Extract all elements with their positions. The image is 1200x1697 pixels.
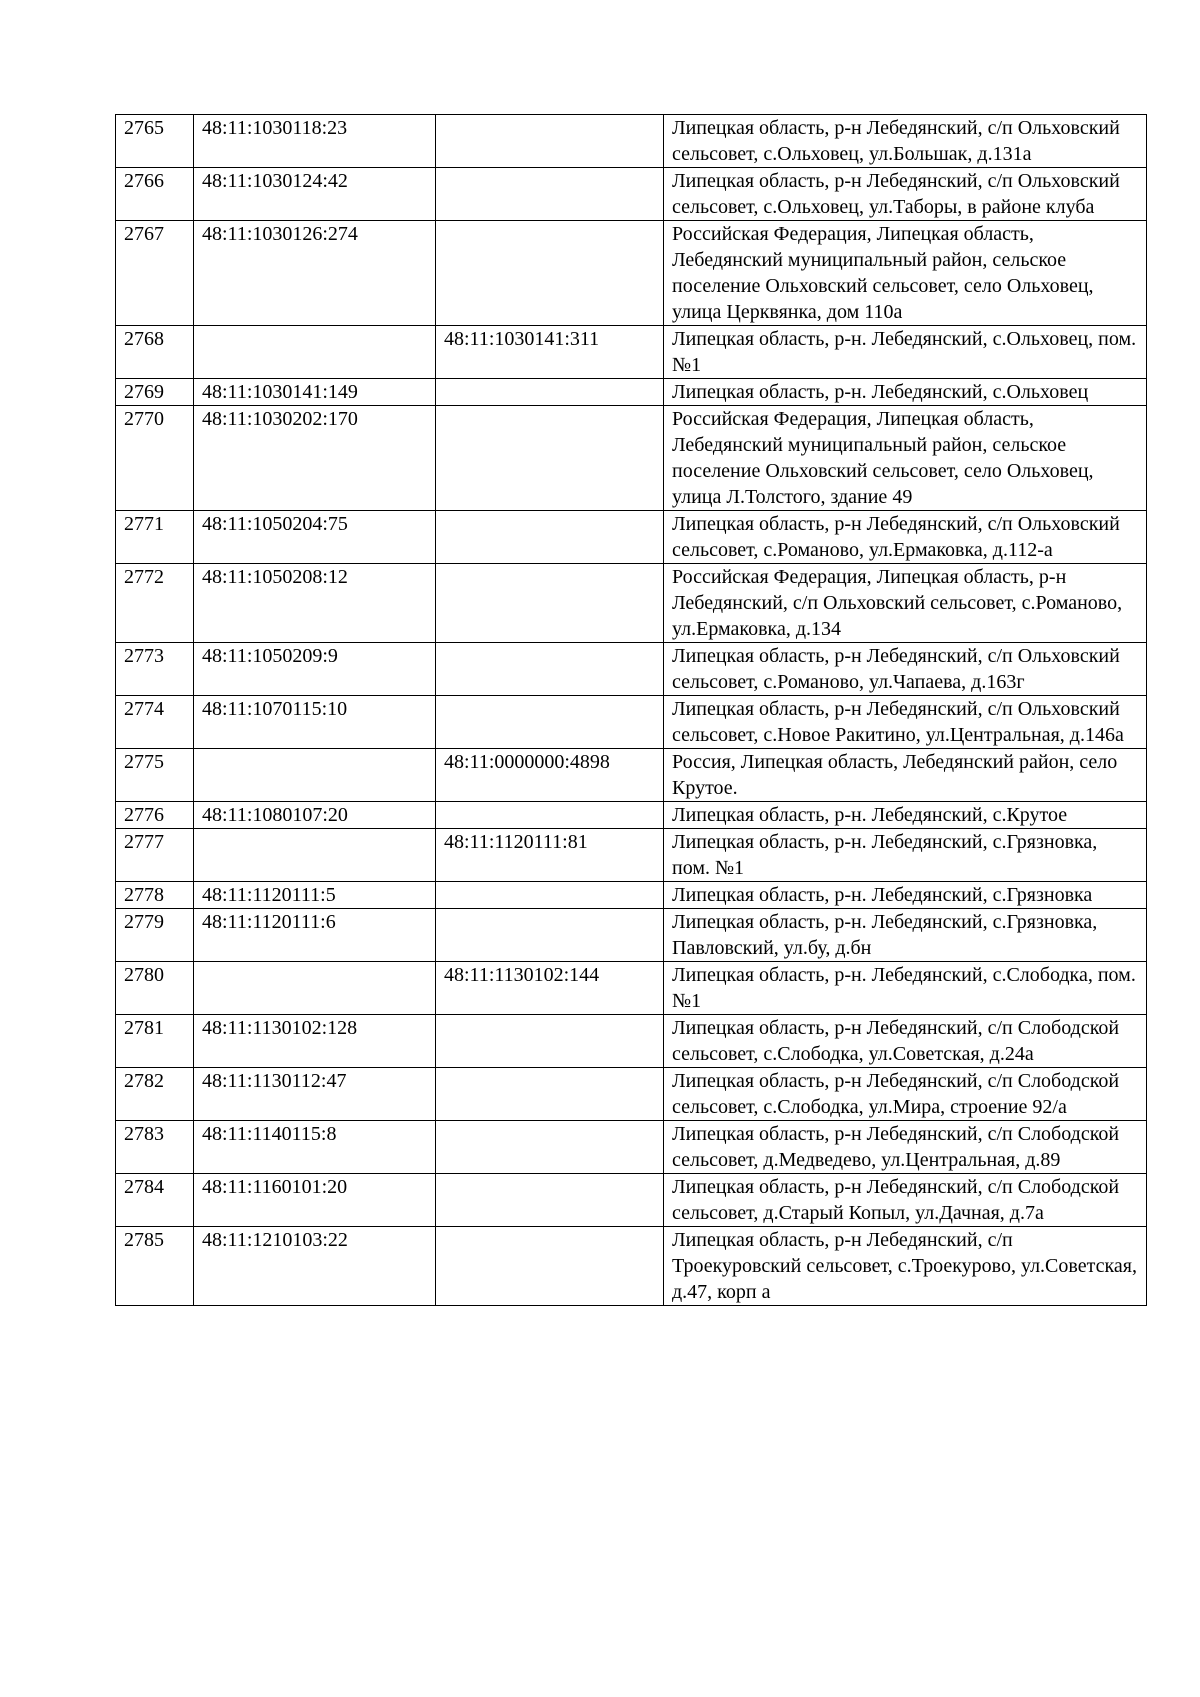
address-cell: Российская Федерация, Липецкая область, Лебедянский муниципальный район, сельское поселение Ольховский сельсовет, село Ольховец, улица Церквянка, дом 110а xyxy=(664,221,1147,326)
address-cell: Липецкая область, р-н. Лебедянский, с.Ольховец xyxy=(664,379,1147,406)
table-row xyxy=(116,1121,1147,1174)
row-number-cell: 2779 xyxy=(116,909,194,962)
premises-cadastral-number-cell xyxy=(436,406,664,511)
table-row xyxy=(116,1015,1147,1068)
row-number-cell: 2773 xyxy=(116,643,194,696)
table-row xyxy=(116,1068,1147,1121)
table-row xyxy=(116,802,1147,829)
cadastral-number-cell: 48:11:1160101:20 xyxy=(194,1174,436,1227)
address-cell: Липецкая область, р-н Лебедянский, с/п Ольховский сельсовет, с.Ольховец, ул.Таборы, в районе клуба xyxy=(664,168,1147,221)
address-cell: Липецкая область, р-н. Лебедянский, с.Грязновка xyxy=(664,882,1147,909)
row-number-cell: 2768 xyxy=(116,326,194,379)
cadastral-number-cell: 48:11:1140115:8 xyxy=(194,1121,436,1174)
row-number-cell: 2767 xyxy=(116,221,194,326)
row-number-cell: 2780 xyxy=(116,962,194,1015)
address-cell: Липецкая область, р-н Лебедянский, с/п Троекуровский сельсовет, с.Троекурово, ул.Советская, д.47, корп а xyxy=(664,1227,1147,1306)
premises-cadastral-number-cell xyxy=(436,643,664,696)
address-cell: Липецкая область, р-н Лебедянский, с/п Ольховский сельсовет, с.Новое Ракитино, ул.Центральная, д.146а xyxy=(664,696,1147,749)
cadastral-number-cell: 48:11:1120111:6 xyxy=(194,909,436,962)
address-cell: Липецкая область, р-н. Лебедянский, с.Ольховец, пом. №1 xyxy=(664,326,1147,379)
cadastral-number-cell: 48:11:1080107:20 xyxy=(194,802,436,829)
cadastral-number-cell xyxy=(194,962,436,1015)
table-row xyxy=(116,168,1147,221)
table-body xyxy=(116,115,1147,1306)
row-number-cell: 2775 xyxy=(116,749,194,802)
address-cell: Российская Федерация, Липецкая область, р-н Лебедянский, с/п Ольховский сельсовет, с.Романово, ул.Ермаковка, д.134 xyxy=(664,564,1147,643)
row-number-cell: 2783 xyxy=(116,1121,194,1174)
cadastral-number-cell: 48:11:1030126:274 xyxy=(194,221,436,326)
address-cell: Липецкая область, р-н Лебедянский, с/п Слободской сельсовет, д.Медведево, ул.Центральная, д.89 xyxy=(664,1121,1147,1174)
cadastral-number-cell: 48:11:1030118:23 xyxy=(194,115,436,168)
table-row xyxy=(116,115,1147,168)
premises-cadastral-number-cell xyxy=(436,564,664,643)
premises-cadastral-number-cell xyxy=(436,168,664,221)
table-row xyxy=(116,882,1147,909)
row-number-cell: 2765 xyxy=(116,115,194,168)
cadastral-number-cell xyxy=(194,749,436,802)
table-row xyxy=(116,909,1147,962)
premises-cadastral-number-cell xyxy=(436,221,664,326)
table-row xyxy=(116,379,1147,406)
cadastral-number-cell: 48:11:1030202:170 xyxy=(194,406,436,511)
premises-cadastral-number-cell xyxy=(436,802,664,829)
premises-cadastral-number-cell: 48:11:0000000:4898 xyxy=(436,749,664,802)
row-number-cell: 2777 xyxy=(116,829,194,882)
table-row xyxy=(116,511,1147,564)
table-row xyxy=(116,221,1147,326)
address-cell: Липецкая область, р-н Лебедянский, с/п Слободской сельсовет, д.Старый Копыл, ул.Дачная, д.7а xyxy=(664,1174,1147,1227)
premises-cadastral-number-cell xyxy=(436,1227,664,1306)
address-cell: Липецкая область, р-н. Лебедянский, с.Крутое xyxy=(664,802,1147,829)
row-number-cell: 2771 xyxy=(116,511,194,564)
cadastral-number-cell: 48:11:1070115:10 xyxy=(194,696,436,749)
premises-cadastral-number-cell xyxy=(436,1174,664,1227)
address-cell: Липецкая область, р-н. Лебедянский, с.Слободка, пом. №1 xyxy=(664,962,1147,1015)
cadastral-number-cell: 48:11:1030141:149 xyxy=(194,379,436,406)
address-cell: Липецкая область, р-н Лебедянский, с/п Ольховский сельсовет, с.Ольховец, ул.Большак, д.131а xyxy=(664,115,1147,168)
premises-cadastral-number-cell xyxy=(436,379,664,406)
table-row xyxy=(116,962,1147,1015)
cadastral-number-cell: 48:11:1130112:47 xyxy=(194,1068,436,1121)
address-cell: Липецкая область, р-н Лебедянский, с/п Ольховский сельсовет, с.Романово, ул.Чапаева, д.163г xyxy=(664,643,1147,696)
cadastral-number-cell: 48:11:1030124:42 xyxy=(194,168,436,221)
address-cell: Российская Федерация, Липецкая область, Лебедянский муниципальный район, сельское поселение Ольховский сельсовет, село Ольховец, улица Л.Толстого, здание 49 xyxy=(664,406,1147,511)
property-registry-table xyxy=(115,114,1147,1306)
cadastral-number-cell: 48:11:1050209:9 xyxy=(194,643,436,696)
row-number-cell: 2774 xyxy=(116,696,194,749)
table-row xyxy=(116,696,1147,749)
cadastral-number-cell xyxy=(194,829,436,882)
premises-cadastral-number-cell xyxy=(436,882,664,909)
address-cell: Липецкая область, р-н Лебедянский, с/п Слободской сельсовет, с.Слободка, ул.Мира, строение 92/а xyxy=(664,1068,1147,1121)
premises-cadastral-number-cell xyxy=(436,1015,664,1068)
table-row xyxy=(116,643,1147,696)
premises-cadastral-number-cell: 48:11:1130102:144 xyxy=(436,962,664,1015)
table-row xyxy=(116,326,1147,379)
premises-cadastral-number-cell: 48:11:1030141:311 xyxy=(436,326,664,379)
premises-cadastral-number-cell xyxy=(436,909,664,962)
row-number-cell: 2784 xyxy=(116,1174,194,1227)
cadastral-number-cell xyxy=(194,326,436,379)
row-number-cell: 2776 xyxy=(116,802,194,829)
cadastral-number-cell: 48:11:1120111:5 xyxy=(194,882,436,909)
table-row xyxy=(116,829,1147,882)
row-number-cell: 2766 xyxy=(116,168,194,221)
table-row xyxy=(116,406,1147,511)
row-number-cell: 2772 xyxy=(116,564,194,643)
row-number-cell: 2785 xyxy=(116,1227,194,1306)
address-cell: Россия, Липецкая область, Лебедянский район, село Крутое. xyxy=(664,749,1147,802)
table-row xyxy=(116,749,1147,802)
row-number-cell: 2781 xyxy=(116,1015,194,1068)
table-row xyxy=(116,1227,1147,1306)
row-number-cell: 2769 xyxy=(116,379,194,406)
cadastral-number-cell: 48:11:1130102:128 xyxy=(194,1015,436,1068)
address-cell: Липецкая область, р-н. Лебедянский, с.Грязновка, Павловский, ул.бу, д.бн xyxy=(664,909,1147,962)
row-number-cell: 2770 xyxy=(116,406,194,511)
row-number-cell: 2778 xyxy=(116,882,194,909)
premises-cadastral-number-cell: 48:11:1120111:81 xyxy=(436,829,664,882)
premises-cadastral-number-cell xyxy=(436,696,664,749)
premises-cadastral-number-cell xyxy=(436,1068,664,1121)
cadastral-number-cell: 48:11:1050204:75 xyxy=(194,511,436,564)
cadastral-number-cell: 48:11:1210103:22 xyxy=(194,1227,436,1306)
table-row xyxy=(116,1174,1147,1227)
row-number-cell: 2782 xyxy=(116,1068,194,1121)
table-row xyxy=(116,564,1147,643)
premises-cadastral-number-cell xyxy=(436,1121,664,1174)
address-cell: Липецкая область, р-н. Лебедянский, с.Грязновка, пом. №1 xyxy=(664,829,1147,882)
address-cell: Липецкая область, р-н Лебедянский, с/п Ольховский сельсовет, с.Романово, ул.Ермаковка, д.112-а xyxy=(664,511,1147,564)
cadastral-number-cell: 48:11:1050208:12 xyxy=(194,564,436,643)
premises-cadastral-number-cell xyxy=(436,115,664,168)
address-cell: Липецкая область, р-н Лебедянский, с/п Слободской сельсовет, с.Слободка, ул.Советская, д.24а xyxy=(664,1015,1147,1068)
premises-cadastral-number-cell xyxy=(436,511,664,564)
